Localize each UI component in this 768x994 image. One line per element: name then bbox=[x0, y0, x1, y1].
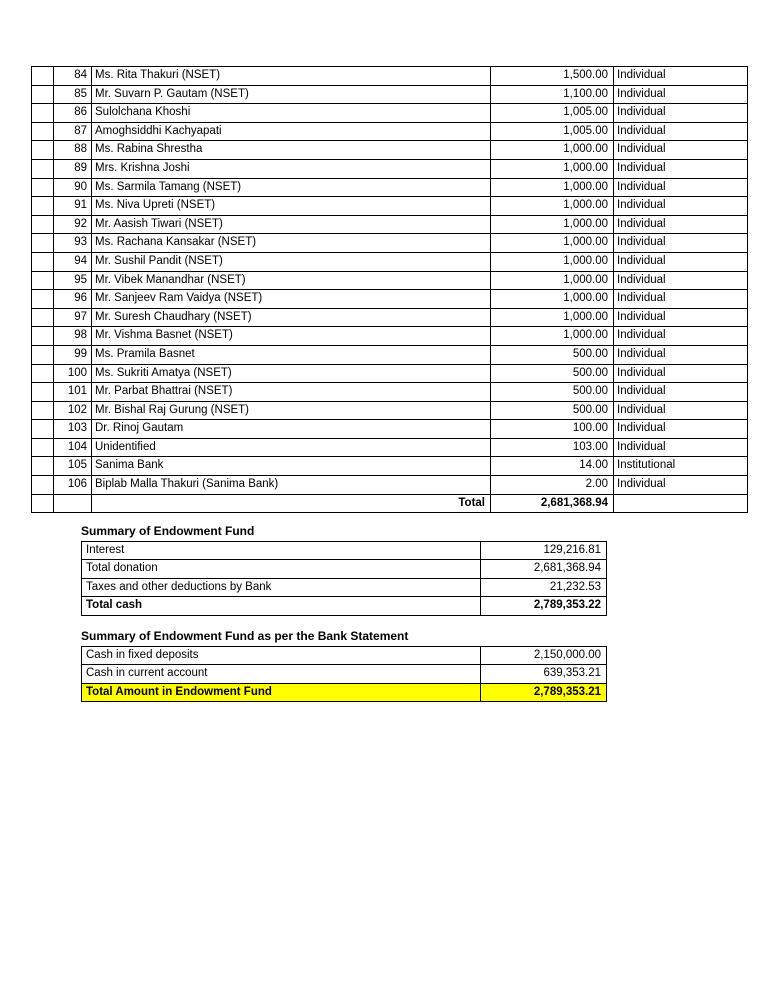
donor-row-index: 91 bbox=[54, 197, 92, 216]
donor-row-index: 99 bbox=[54, 345, 92, 364]
donor-row-amount: 1,000.00 bbox=[491, 141, 614, 160]
donor-row-spacer bbox=[32, 215, 54, 234]
donor-row-index: 98 bbox=[54, 327, 92, 346]
donor-row-index: 104 bbox=[54, 438, 92, 457]
donor-row-name: Ms. Rita Thakuri (NSET) bbox=[92, 67, 491, 86]
donor-row-type: Individual bbox=[614, 178, 748, 197]
summary-endowment-row bbox=[82, 578, 607, 596]
donor-row-type: Individual bbox=[614, 308, 748, 327]
donor-row-amount: 1,000.00 bbox=[491, 252, 614, 271]
donor-row-amount: 500.00 bbox=[491, 383, 614, 402]
donor-row-spacer bbox=[32, 122, 54, 141]
donor-row-spacer bbox=[32, 476, 54, 495]
table-row bbox=[32, 122, 748, 141]
table-row bbox=[32, 457, 748, 476]
donor-row-index: 89 bbox=[54, 159, 92, 178]
summary-bank-total-row bbox=[82, 683, 607, 701]
donor-row-amount: 1,005.00 bbox=[491, 122, 614, 141]
donor-row-name: Biplab Malla Thakuri (Sanima Bank) bbox=[92, 476, 491, 495]
donor-row-amount: 2.00 bbox=[491, 476, 614, 495]
donor-row-amount: 1,100.00 bbox=[491, 85, 614, 104]
donor-row-amount: 103.00 bbox=[491, 438, 614, 457]
donor-row-amount: 100.00 bbox=[491, 420, 614, 439]
donor-row-amount: 1,000.00 bbox=[491, 327, 614, 346]
table-row bbox=[32, 401, 748, 420]
summary-endowment-fund-section bbox=[81, 524, 601, 616]
donor-row-name: Ms. Niva Upreti (NSET) bbox=[92, 197, 491, 216]
donor-row-name: Unidentified bbox=[92, 438, 491, 457]
donor-row-name: Mr. Suvarn P. Gautam (NSET) bbox=[92, 85, 491, 104]
donor-row-type: Individual bbox=[614, 327, 748, 346]
donor-row-amount: 1,000.00 bbox=[491, 234, 614, 253]
table-row bbox=[32, 85, 748, 104]
donor-row-amount: 1,500.00 bbox=[491, 67, 614, 86]
table-row bbox=[32, 476, 748, 495]
donor-row-name: Mr. Sushil Pandit (NSET) bbox=[92, 252, 491, 271]
donor-row-index: 92 bbox=[54, 215, 92, 234]
donor-row-index: 85 bbox=[54, 85, 92, 104]
donor-row-name: Sanima Bank bbox=[92, 457, 491, 476]
summary-bank-row bbox=[82, 665, 607, 683]
donor-row-spacer bbox=[32, 141, 54, 160]
donor-row-spacer bbox=[32, 252, 54, 271]
donor-row-spacer bbox=[32, 234, 54, 253]
donor-row-type: Individual bbox=[614, 401, 748, 420]
donor-row-type: Individual bbox=[614, 159, 748, 178]
donor-row-type: Individual bbox=[614, 122, 748, 141]
donor-row-amount: 500.00 bbox=[491, 345, 614, 364]
donor-row-index: 106 bbox=[54, 476, 92, 495]
table-row bbox=[32, 308, 748, 327]
donor-row-amount: 1,000.00 bbox=[491, 290, 614, 309]
donor-total-row bbox=[32, 494, 748, 513]
donor-row-amount: 500.00 bbox=[491, 364, 614, 383]
donor-row-name: Mr. Vishma Basnet (NSET) bbox=[92, 327, 491, 346]
table-row bbox=[32, 159, 748, 178]
donor-row-index: 86 bbox=[54, 104, 92, 123]
summary-endowment-row-label: Interest bbox=[82, 542, 481, 560]
donor-total-index-blank bbox=[54, 494, 92, 513]
donor-total-label: Total bbox=[92, 494, 491, 513]
summary-endowment-row-value: 21,232.53 bbox=[481, 578, 607, 596]
donor-row-type: Individual bbox=[614, 290, 748, 309]
table-row bbox=[32, 383, 748, 402]
summary-endowment-total-value: 2,789,353.22 bbox=[481, 597, 607, 615]
summary-endowment-row bbox=[82, 560, 607, 578]
donor-row-type: Individual bbox=[614, 215, 748, 234]
donor-row-spacer bbox=[32, 438, 54, 457]
donor-row-spacer bbox=[32, 364, 54, 383]
donor-row-index: 84 bbox=[54, 67, 92, 86]
summary-endowment-total-row bbox=[82, 597, 607, 615]
donor-row-type: Individual bbox=[614, 252, 748, 271]
donor-row-amount: 1,000.00 bbox=[491, 308, 614, 327]
summary-bank-row-value: 639,353.21 bbox=[481, 665, 607, 683]
donor-row-name: Mr. Suresh Chaudhary (NSET) bbox=[92, 308, 491, 327]
donor-row-type: Individual bbox=[614, 67, 748, 86]
summary-endowment-total-label: Total cash bbox=[82, 597, 481, 615]
donor-row-type: Individual bbox=[614, 234, 748, 253]
donor-row-name: Ms. Sukriti Amatya (NSET) bbox=[92, 364, 491, 383]
table-row bbox=[32, 215, 748, 234]
table-row bbox=[32, 104, 748, 123]
donor-row-spacer bbox=[32, 197, 54, 216]
donor-row-name: Mr. Vibek Manandhar (NSET) bbox=[92, 271, 491, 290]
summary-endowment-row-label: Taxes and other deductions by Bank bbox=[82, 578, 481, 596]
donor-row-spacer bbox=[32, 420, 54, 439]
summary-bank-total-value: 2,789,353.21 bbox=[481, 683, 607, 701]
donor-row-name: Mr. Parbat Bhattrai (NSET) bbox=[92, 383, 491, 402]
table-row bbox=[32, 271, 748, 290]
donor-row-amount: 1,000.00 bbox=[491, 215, 614, 234]
donor-row-spacer bbox=[32, 457, 54, 476]
donor-row-type: Institutional bbox=[614, 457, 748, 476]
donor-row-amount: 1,000.00 bbox=[491, 159, 614, 178]
donor-row-type: Individual bbox=[614, 85, 748, 104]
donor-row-index: 96 bbox=[54, 290, 92, 309]
donor-row-name: Amoghsiddhi Kachyapati bbox=[92, 122, 491, 141]
table-row bbox=[32, 420, 748, 439]
donor-row-spacer bbox=[32, 308, 54, 327]
donor-row-spacer bbox=[32, 345, 54, 364]
donor-row-spacer bbox=[32, 85, 54, 104]
donor-contributions-table bbox=[31, 66, 713, 513]
table-row bbox=[32, 67, 748, 86]
donor-row-amount: 1,000.00 bbox=[491, 178, 614, 197]
donor-row-spacer bbox=[32, 401, 54, 420]
summary-endowment-heading: Summary of Endowment Fund bbox=[81, 524, 255, 538]
donor-row-name: Dr. Rinoj Gautam bbox=[92, 420, 491, 439]
donor-row-type: Individual bbox=[614, 141, 748, 160]
table-row bbox=[32, 197, 748, 216]
donor-row-index: 94 bbox=[54, 252, 92, 271]
donor-row-name: Mr. Aasish Tiwari (NSET) bbox=[92, 215, 491, 234]
donor-row-index: 95 bbox=[54, 271, 92, 290]
donor-row-index: 87 bbox=[54, 122, 92, 141]
summary-bank-row-value: 2,150,000.00 bbox=[481, 647, 607, 665]
donor-row-index: 101 bbox=[54, 383, 92, 402]
donor-row-spacer bbox=[32, 327, 54, 346]
donor-row-name: Sulolchana Khoshi bbox=[92, 104, 491, 123]
donor-row-amount: 14.00 bbox=[491, 457, 614, 476]
summary-bank-row-label: Cash in fixed deposits bbox=[82, 647, 481, 665]
summary-bank-statement-section bbox=[81, 629, 601, 702]
donor-row-type: Individual bbox=[614, 438, 748, 457]
donor-total-spacer bbox=[32, 494, 54, 513]
donor-row-type: Individual bbox=[614, 104, 748, 123]
donor-row-index: 100 bbox=[54, 364, 92, 383]
donor-total-amount: 2,681,368.94 bbox=[491, 494, 614, 513]
donor-row-spacer bbox=[32, 383, 54, 402]
donor-row-spacer bbox=[32, 290, 54, 309]
table-row bbox=[32, 178, 748, 197]
summary-endowment-row-value: 129,216.81 bbox=[481, 542, 607, 560]
donor-row-amount: 1,000.00 bbox=[491, 197, 614, 216]
donor-row-type: Individual bbox=[614, 197, 748, 216]
donor-row-type: Individual bbox=[614, 476, 748, 495]
donor-row-amount: 1,005.00 bbox=[491, 104, 614, 123]
donor-row-name: Mr. Bishal Raj Gurung (NSET) bbox=[92, 401, 491, 420]
donor-row-index: 105 bbox=[54, 457, 92, 476]
summary-bank-heading: Summary of Endowment Fund as per the Bank Statement bbox=[81, 629, 409, 643]
summary-bank-total-label: Total Amount in Endowment Fund bbox=[82, 683, 481, 701]
donor-row-spacer bbox=[32, 104, 54, 123]
donor-total-type-blank bbox=[614, 494, 748, 513]
donor-row-spacer bbox=[32, 178, 54, 197]
table-row bbox=[32, 234, 748, 253]
table-row bbox=[32, 345, 748, 364]
summary-endowment-row-label: Total donation bbox=[82, 560, 481, 578]
donor-row-spacer bbox=[32, 67, 54, 86]
donor-row-amount: 500.00 bbox=[491, 401, 614, 420]
donor-table bbox=[31, 66, 748, 513]
table-row bbox=[32, 290, 748, 309]
donor-row-type: Individual bbox=[614, 383, 748, 402]
donor-row-name: Ms. Rachana Kansakar (NSET) bbox=[92, 234, 491, 253]
donor-row-name: Ms. Sarmila Tamang (NSET) bbox=[92, 178, 491, 197]
donor-row-index: 97 bbox=[54, 308, 92, 327]
donor-row-amount: 1,000.00 bbox=[491, 271, 614, 290]
donor-row-name: Mrs. Krishna Joshi bbox=[92, 159, 491, 178]
donor-row-spacer bbox=[32, 159, 54, 178]
table-row bbox=[32, 327, 748, 346]
table-row bbox=[32, 364, 748, 383]
donor-row-name: Ms. Rabina Shrestha bbox=[92, 141, 491, 160]
table-row bbox=[32, 141, 748, 160]
summary-endowment-row-value: 2,681,368.94 bbox=[481, 560, 607, 578]
table-row bbox=[32, 252, 748, 271]
donor-row-type: Individual bbox=[614, 420, 748, 439]
donor-row-index: 103 bbox=[54, 420, 92, 439]
donor-row-name: Ms. Pramila Basnet bbox=[92, 345, 491, 364]
donor-row-index: 88 bbox=[54, 141, 92, 160]
donor-row-type: Individual bbox=[614, 271, 748, 290]
summary-bank-row-label: Cash in current account bbox=[82, 665, 481, 683]
donor-row-type: Individual bbox=[614, 345, 748, 364]
summary-endowment-row bbox=[82, 542, 607, 560]
summary-endowment-table bbox=[81, 541, 607, 616]
donor-row-index: 102 bbox=[54, 401, 92, 420]
donor-row-spacer bbox=[32, 271, 54, 290]
summary-bank-row bbox=[82, 647, 607, 665]
donor-row-index: 93 bbox=[54, 234, 92, 253]
summary-bank-table bbox=[81, 646, 607, 702]
donor-row-name: Mr. Sanjeev Ram Vaidya (NSET) bbox=[92, 290, 491, 309]
table-row bbox=[32, 438, 748, 457]
donor-row-index: 90 bbox=[54, 178, 92, 197]
donor-row-type: Individual bbox=[614, 364, 748, 383]
